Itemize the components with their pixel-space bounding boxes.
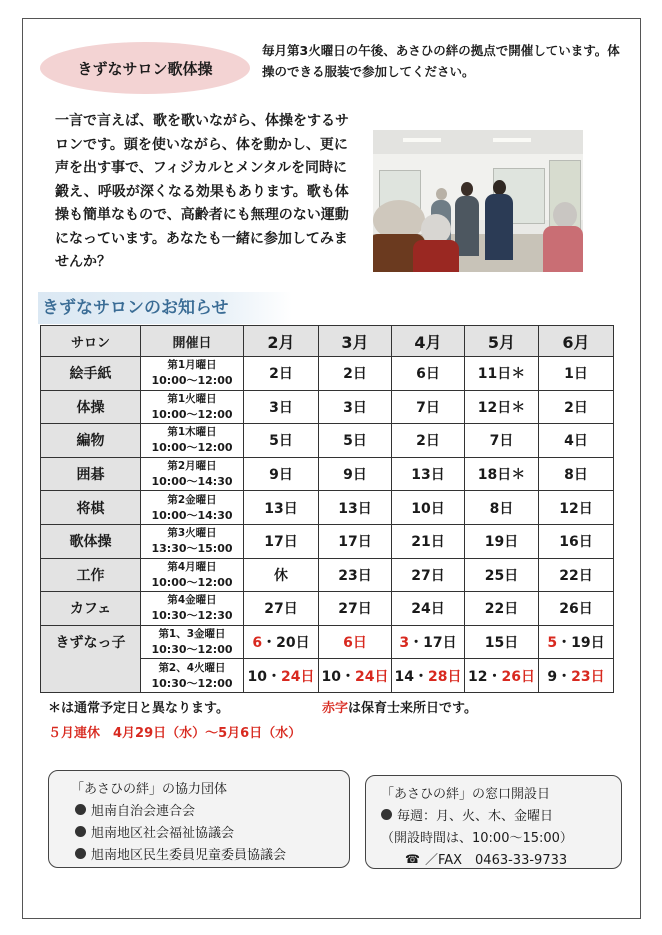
regular-day: 10・: [321, 668, 355, 685]
date-cell: 2日: [392, 424, 465, 458]
time-label: 10:00～12:00: [151, 575, 233, 589]
table-row: [41, 491, 614, 525]
nursery-day: 5: [547, 635, 558, 652]
salon-name: 絵手紙: [41, 357, 141, 391]
table-row: [41, 390, 614, 424]
date-cell: 3日: [319, 390, 392, 424]
schedule-day: [141, 390, 244, 424]
regular-day: ・20日: [262, 635, 310, 652]
date-cell: 18日＊: [465, 457, 539, 491]
day-label: 第1月曜日: [167, 359, 217, 372]
date-cell: 3日: [244, 390, 319, 424]
schedule-day: [141, 524, 244, 558]
date-cell: 23日: [319, 558, 392, 592]
nursery-day: 6: [252, 635, 263, 652]
bullet-icon: [381, 809, 392, 820]
header-apr: 4月: [392, 326, 465, 357]
date-cell: 19日: [465, 524, 539, 558]
salon-name: 歌体操: [41, 524, 141, 558]
org-name: 旭南地区民生委員児童委員協議会: [91, 848, 287, 863]
header-mar: 3月: [319, 326, 392, 357]
asterisk-note: ＊は通常予定日と異なります。: [48, 701, 229, 716]
date-cell: 22日: [465, 592, 539, 626]
date-cell: [539, 659, 614, 693]
date-cell: [319, 659, 392, 693]
nursery-day: 24日: [281, 668, 315, 685]
list-item: [75, 800, 349, 819]
bullet-icon: [75, 804, 86, 815]
date-cell: 8日: [539, 457, 614, 491]
date-cell: 4日: [539, 424, 614, 458]
header-may: 5月: [465, 326, 539, 357]
day-label: 第2、4火曜日: [158, 661, 226, 674]
date-cell: 9日: [319, 457, 392, 491]
day-label: 第2月曜日: [167, 460, 217, 473]
date-cell: [244, 659, 319, 693]
date-cell: 27日: [244, 592, 319, 626]
nursery-day: 28日: [428, 668, 462, 685]
intro-text: 毎月第3火曜日の午後、あさひの絆の拠点で開催しています。体操のできる服装で参加してください。: [262, 43, 620, 79]
red-legend-note: [322, 697, 477, 716]
table-header-row: [41, 326, 614, 357]
date-cell: 27日: [319, 592, 392, 626]
day-label: 第4金曜日: [167, 594, 217, 607]
date-cell: 2日: [539, 390, 614, 424]
date-cell: 22日: [539, 558, 614, 592]
time-label: 10:30～12:30: [151, 609, 233, 623]
page-title: きずなサロン歌体操: [77, 59, 213, 78]
salon-photo: [373, 130, 583, 272]
date-cell: 13日: [319, 491, 392, 525]
table-row: [41, 457, 614, 491]
schedule-day: [141, 457, 244, 491]
nursery-day: 23日: [571, 668, 605, 685]
date-cell: 7日: [392, 390, 465, 424]
phone-icon: ☎: [405, 851, 420, 866]
salon-name: 工作: [41, 558, 141, 592]
bullet-icon: [75, 848, 86, 859]
office-title: 「あさひの絆」の窓口開設日: [381, 787, 551, 802]
date-cell: 5日: [244, 424, 319, 458]
regular-day: ・19日: [557, 635, 605, 652]
table-row: [41, 424, 614, 458]
time-label: 10:00～12:00: [151, 374, 233, 388]
regular-day: 14・: [394, 668, 428, 685]
bullet-icon: [75, 826, 86, 837]
header-salon: サロン: [41, 326, 141, 357]
day-label: 第4月曜日: [167, 560, 217, 573]
red-legend-text: は保育士来所日です。: [348, 701, 477, 716]
date-cell: 11日＊: [465, 357, 539, 391]
org-name: 旭南自治会連合会: [91, 804, 196, 819]
nursery-day: 6日: [343, 635, 367, 652]
date-cell: [392, 625, 465, 659]
date-cell: 12日: [539, 491, 614, 525]
schedule-table: [40, 325, 614, 693]
nursery-day: 26日: [501, 668, 535, 685]
date-cell: 1日: [539, 357, 614, 391]
regular-day: ・17日: [409, 635, 457, 652]
date-cell: 10日: [392, 491, 465, 525]
date-cell: 2日: [244, 357, 319, 391]
holiday-note: ５月連休 4月29日（水）～5月6日（水）: [48, 726, 302, 741]
schedule-day: [141, 357, 244, 391]
day-label: 第3火曜日: [167, 527, 217, 540]
regular-day: 15日: [484, 635, 519, 652]
salon-name: 将棋: [41, 491, 141, 525]
day-label: 第1火曜日: [167, 392, 217, 405]
cooperation-title: 「あさひの絆」の協力団体: [71, 782, 228, 797]
schedule-day: [141, 491, 244, 525]
time-label: 13:30～15:00: [151, 542, 233, 556]
table-row: [41, 524, 614, 558]
header-date: 開催日: [141, 326, 244, 357]
salon-name: きずなっ子: [41, 625, 141, 692]
date-cell: [244, 625, 319, 659]
regular-day: 9・: [547, 668, 572, 685]
date-cell: 21日: [392, 524, 465, 558]
office-box: [365, 775, 622, 869]
time-label: 10:00～14:30: [151, 508, 233, 522]
list-item: [75, 822, 349, 841]
office-days-text: 毎週：月、火、木、金曜日: [397, 809, 554, 824]
table-row: [41, 558, 614, 592]
date-cell: 27日: [392, 558, 465, 592]
phone-fax-text: ／FAX 0463-33-9733: [424, 853, 568, 868]
time-label: 10:00～12:00: [151, 441, 233, 455]
salon-name: カフェ: [41, 592, 141, 626]
day-label: 第1、3金曜日: [158, 628, 226, 641]
date-cell: 12日＊: [465, 390, 539, 424]
date-cell: 9日: [244, 457, 319, 491]
red-word: 赤字: [322, 701, 349, 716]
table-row: [41, 357, 614, 391]
schedule-day: [141, 424, 244, 458]
date-cell: [392, 659, 465, 693]
date-cell: 2日: [319, 357, 392, 391]
regular-day: 10・: [247, 668, 281, 685]
nursery-day: 3: [399, 635, 410, 652]
header-jun: 6月: [539, 326, 614, 357]
time-label: 10:00～12:00: [151, 407, 233, 421]
date-cell: 8日: [465, 491, 539, 525]
date-cell: 6日: [392, 357, 465, 391]
date-cell: 24日: [392, 592, 465, 626]
date-cell: [465, 659, 539, 693]
date-cell: 26日: [539, 592, 614, 626]
time-label: 10:00～14:30: [151, 475, 233, 489]
nursery-day: 24日: [355, 668, 389, 685]
salon-name: 囲碁: [41, 457, 141, 491]
salon-name: 体操: [41, 390, 141, 424]
date-cell: 7日: [465, 424, 539, 458]
office-days: [381, 805, 621, 824]
notice-heading: きずなサロンのお知らせ: [38, 292, 292, 324]
list-item: [75, 844, 349, 863]
time-label: 10:30～12:00: [151, 643, 233, 657]
schedule-day: [141, 659, 244, 693]
date-cell: 17日: [319, 524, 392, 558]
date-cell: 13日: [244, 491, 319, 525]
regular-day: 12・: [468, 668, 502, 685]
header-feb: 2月: [244, 326, 319, 357]
table-row: [41, 592, 614, 626]
office-phone: [405, 849, 621, 868]
date-cell: 16日: [539, 524, 614, 558]
schedule-day: [141, 592, 244, 626]
cooperation-box: [48, 770, 350, 868]
title-bubble: [40, 42, 250, 94]
date-cell: [539, 625, 614, 659]
date-cell: 5日: [319, 424, 392, 458]
date-cell: [465, 625, 539, 659]
date-cell: [319, 625, 392, 659]
day-label: 第1木曜日: [167, 426, 217, 439]
salon-name: 編物: [41, 424, 141, 458]
description-text: 一言で言えば、歌を歌いながら、体操をするサロンです。頭を使いながら、体を動かし、更に声を出す事で、フィジカルとメンタルを同時に鍛え、呼吸が深くなる効果もあります。歌も体操も簡単なもので、高齢者にも無理のない運動になっています。あなたも一緒に参加してみませんか？: [55, 113, 349, 270]
schedule-day: [141, 558, 244, 592]
org-name: 旭南地区社会福祉協議会: [91, 826, 235, 841]
date-cell: 17日: [244, 524, 319, 558]
time-label: 10:30～12:00: [151, 676, 233, 690]
date-cell: 13日: [392, 457, 465, 491]
schedule-day: [141, 625, 244, 659]
day-label: 第2金曜日: [167, 493, 217, 506]
date-cell: 休: [244, 558, 319, 592]
date-cell: 25日: [465, 558, 539, 592]
table-row: [41, 625, 614, 659]
office-hours: （開設時間は、10:00～15:00）: [381, 831, 573, 846]
